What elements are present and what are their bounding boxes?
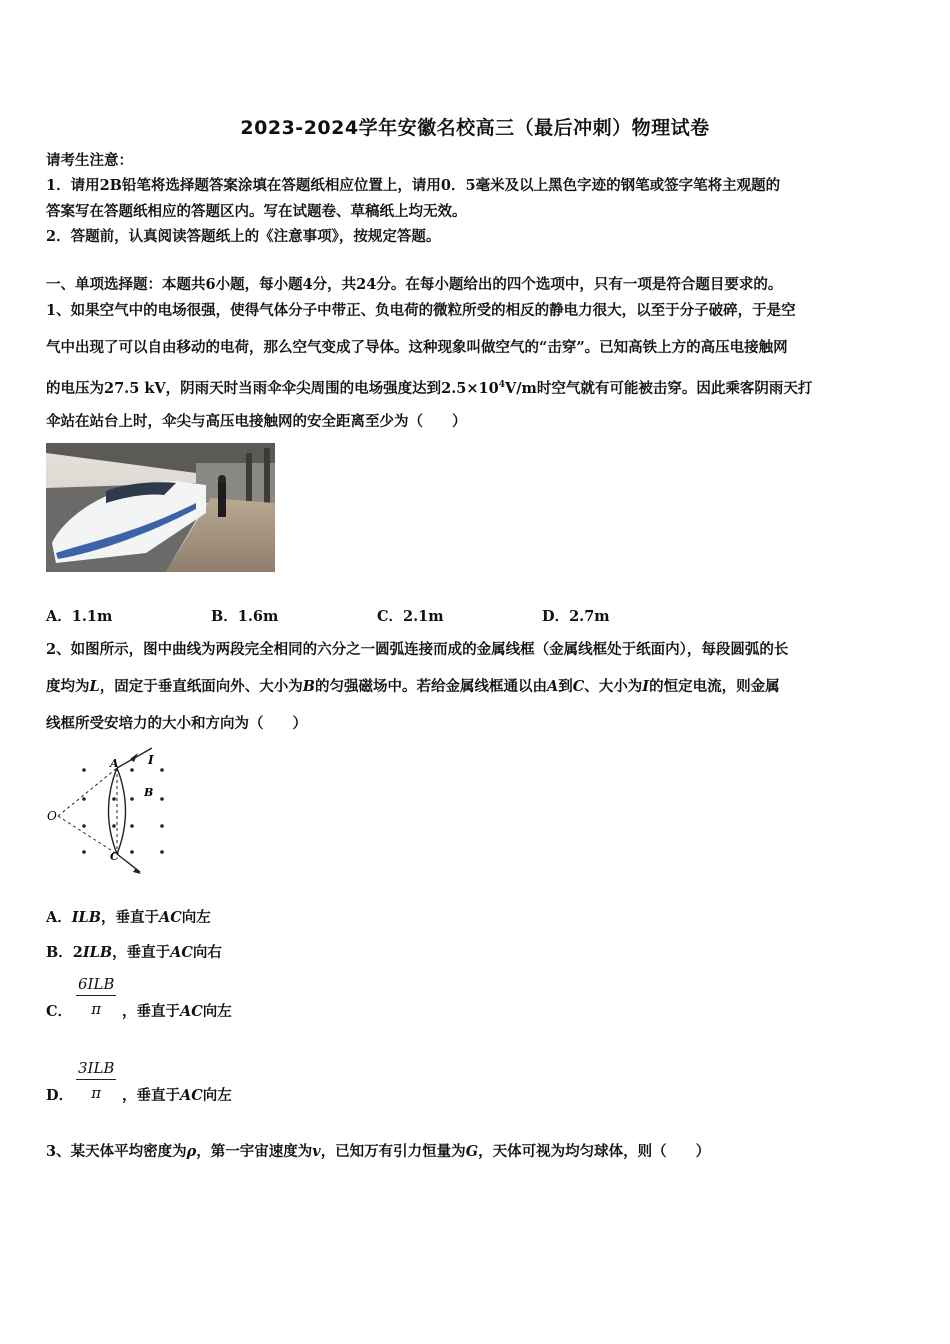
- q2-opt-a-dir: 向左: [181, 909, 211, 926]
- q2-option-c-text: [122, 1000, 232, 1021]
- q2-line-2: [46, 677, 780, 697]
- q2-opt-b-suffix: ，垂直于: [112, 944, 171, 961]
- q2-opt-c-ac: AC: [180, 1003, 203, 1020]
- q3-text-d: ，天体可视为均匀球体，则（ ）: [478, 1143, 711, 1160]
- label-o: O: [47, 809, 57, 823]
- notice-heading: 请考生注意：: [46, 152, 133, 169]
- q1-exponent: 4: [498, 380, 505, 390]
- q2-opt-d-dir: 向左: [202, 1087, 232, 1104]
- q2-opt-b-var: ILB: [82, 944, 113, 961]
- q2-var-a: A: [546, 678, 559, 695]
- notice-item-1-line-2: 答案写在答题纸相应的答题区内。写在试题卷、草稿纸上均无效。: [46, 203, 467, 220]
- q3-text-a: 3、某天体平均密度为: [46, 1143, 187, 1160]
- q2-wire-frame-diagram: [44, 746, 174, 880]
- q2-text-f: 的恒定电流，则金属: [649, 678, 780, 695]
- q1-option-b[interactable]: B．1.6m: [211, 608, 279, 625]
- q2-option-a[interactable]: [46, 906, 211, 927]
- q3-text-b: ，第一宇宙速度为: [196, 1143, 313, 1160]
- q2-option-c[interactable]: [46, 1000, 72, 1021]
- magnetic-field-dots: [82, 768, 164, 854]
- q1-line-3-b: V/m时空气就有可能被击穿。因此乘客阴雨天打: [504, 379, 813, 397]
- q2-opt-b-dir: 向右: [192, 944, 222, 961]
- q2-opt-d-denominator: π: [91, 1084, 102, 1102]
- q2-opt-d-ac: AC: [180, 1087, 203, 1104]
- q1-line-4: 伞站在站台上时，伞尖与高压电接触网的安全距离至少为（ ）: [46, 413, 467, 430]
- notice-item-1-line-1: 1．请用2B铅笔将选择题答案涂填在答题纸相应位置上，请用0．5毫米及以上黑色字迹的钢笔或签字笔将主观题的: [46, 177, 781, 194]
- q2-opt-b-ac: AC: [170, 944, 193, 961]
- notice-item-2: 2．答题前，认真阅读答题纸上的《注意事项》，按规定答题。: [46, 228, 441, 245]
- q2-opt-d-prefix: D．: [46, 1087, 74, 1104]
- q1-train-photo: [46, 443, 275, 572]
- q2-text-b: ，固定于垂直纸面向外、大小为: [99, 678, 303, 695]
- q1-line-3-a: 的电压为27.5 kV，阴雨天时当雨伞伞尖周围的电场强度达到2.5×10: [46, 379, 499, 397]
- q2-option-d-text: [122, 1084, 232, 1105]
- q3-line-1: [46, 1142, 710, 1162]
- q2-opt-d-suffix: ，垂直于: [122, 1087, 180, 1104]
- label-c: C: [110, 850, 119, 863]
- q2-text-a: 度均为: [46, 678, 90, 695]
- q2-opt-a-suffix: ，垂直于: [101, 909, 159, 926]
- q2-var-i: I: [642, 678, 650, 695]
- q3-text-c: ，已知万有引力恒量为: [320, 1143, 466, 1160]
- q2-text-c: 的匀强磁场中。若给金属线框通以由: [314, 678, 547, 695]
- q2-line-3: 线框所受安培力的大小和方向为（ ）: [46, 715, 307, 732]
- exam-title: 2023-2024学年安徽名校高三（最后冲刺）物理试卷: [240, 117, 710, 139]
- q2-opt-a-var: ILB: [71, 909, 101, 926]
- q2-opt-c-numerator: 6ILB: [78, 975, 115, 993]
- q2-opt-c-dir: 向左: [202, 1003, 232, 1020]
- label-i: I: [148, 753, 154, 767]
- q1-option-c[interactable]: C．2.1m: [377, 608, 444, 625]
- q2-opt-c-fraction: [76, 975, 116, 1018]
- q1-line-2: 气中出现了可以自由移动的电荷，那么空气变成了导体。这种现象叫做空气的“击穿”。已知高铁上方的高压电接触网: [46, 339, 788, 356]
- label-b: B: [144, 786, 154, 799]
- label-a: A: [110, 757, 119, 770]
- q2-opt-d-numerator: 3ILB: [78, 1059, 115, 1077]
- q2-opt-b-prefix: B．2: [46, 944, 83, 961]
- q2-opt-a-prefix: A．: [46, 909, 72, 926]
- q2-opt-c-suffix: ，垂直于: [122, 1003, 180, 1020]
- q2-opt-c-denominator: π: [91, 1000, 102, 1018]
- q2-text-e: 、大小为: [584, 678, 643, 695]
- q2-line-1: 2、如图所示，图中曲线为两段完全相同的六分之一圆弧连接而成的金属线框（金属线框处于纸面内），每段圆弧的长: [46, 641, 789, 658]
- q2-var-b: B: [302, 678, 315, 695]
- q2-opt-d-fraction: [76, 1059, 116, 1102]
- q2-opt-a-ac: AC: [159, 909, 182, 926]
- q3-var-rho: ρ: [186, 1143, 197, 1160]
- fraction-bar: [76, 995, 116, 996]
- q3-var-g: G: [465, 1143, 479, 1160]
- q1-line-1: 1、如果空气中的电场很强，使得气体分子中带正、负电荷的微粒所受的相反的静电力很大，以至于分子破碎，于是空: [46, 302, 796, 319]
- q2-var-c: C: [572, 678, 585, 695]
- q2-option-b[interactable]: [46, 941, 222, 962]
- q1-option-a[interactable]: A．1.1m: [46, 608, 113, 625]
- fraction-bar: [76, 1079, 116, 1080]
- q2-opt-c-prefix: C．: [46, 1003, 73, 1020]
- q2-var-l: L: [89, 678, 100, 695]
- q3-var-v: v: [312, 1143, 321, 1160]
- section-1-heading: 一、单项选择题：本题共6小题，每小题4分，共24分。在每小题给出的四个选项中，只有一项是符合题目要求的。: [46, 276, 783, 293]
- q1-line-3: [46, 375, 812, 399]
- q2-text-d: 到: [558, 678, 573, 695]
- q1-option-d[interactable]: D．2.7m: [542, 608, 610, 625]
- q2-option-d[interactable]: [46, 1084, 73, 1105]
- train-platform-image: [46, 443, 275, 572]
